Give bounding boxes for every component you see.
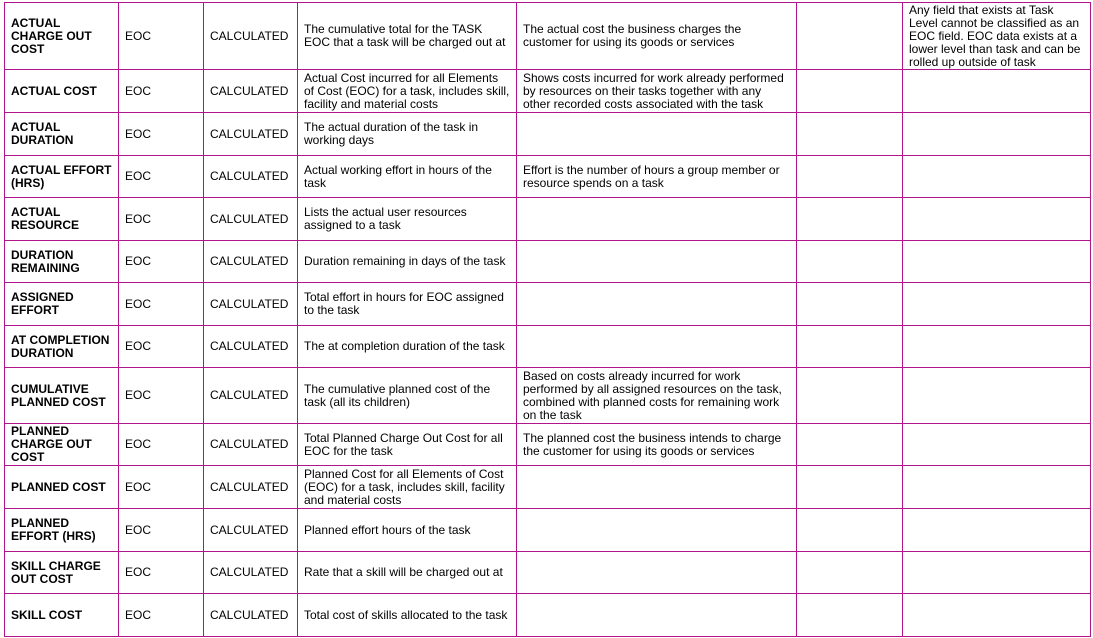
field-level: EOC [119,3,204,70]
field-definition: Rate that a skill will be charged out at [298,552,517,594]
field-level: EOC [119,424,204,466]
empty-cell [797,424,903,466]
field-name: AT COMPLETION DURATION [5,326,119,368]
field-notes [903,509,1091,552]
field-type: CALCULATED [204,368,298,424]
field-definition: Total effort in hours for EOC assigned to the task [298,283,517,326]
empty-cell [797,326,903,368]
field-type: CALCULATED [204,509,298,552]
field-notes [903,70,1091,113]
field-definition: The at completion duration of the task [298,326,517,368]
table-row [5,509,1091,552]
field-description [517,466,797,509]
field-notes [903,594,1091,637]
field-name: DURATION REMAINING [5,241,119,283]
empty-cell [797,3,903,70]
field-type: CALCULATED [204,466,298,509]
field-level: EOC [119,466,204,509]
field-definition: The actual duration of the task in working days [298,113,517,156]
empty-cell [797,113,903,156]
field-name: ACTUAL RESOURCE [5,198,119,241]
field-type: CALCULATED [204,113,298,156]
empty-cell [797,594,903,637]
field-notes [903,113,1091,156]
table-row [5,113,1091,156]
table-row [5,326,1091,368]
field-type: CALCULATED [204,156,298,198]
field-type: CALCULATED [204,241,298,283]
empty-cell [797,241,903,283]
field-name: ACTUAL EFFORT (HRS) [5,156,119,198]
field-name: PLANNED CHARGE OUT COST [5,424,119,466]
field-definition: Planned effort hours of the task [298,509,517,552]
field-description [517,594,797,637]
table-row [5,283,1091,326]
field-notes [903,283,1091,326]
field-level: EOC [119,113,204,156]
field-description: Based on costs already incurred for work performed by all assigned resources on the task, combined with planned costs for remaining work on the task [517,368,797,424]
field-description [517,198,797,241]
field-notes [903,466,1091,509]
field-name: PLANNED EFFORT (HRS) [5,509,119,552]
empty-cell [797,156,903,198]
field-notes [903,198,1091,241]
empty-cell [797,368,903,424]
field-type: CALCULATED [204,552,298,594]
field-level: EOC [119,283,204,326]
field-notes [903,241,1091,283]
field-definition: Duration remaining in days of the task [298,241,517,283]
field-name: ACTUAL DURATION [5,113,119,156]
table-row [5,368,1091,424]
empty-cell [797,466,903,509]
field-type: CALCULATED [204,424,298,466]
field-description: The planned cost the business intends to charge the customer for using its goods or services [517,424,797,466]
empty-cell [797,283,903,326]
table-row [5,241,1091,283]
field-description: Shows costs incurred for work already performed by resources on their tasks together with any other recorded costs associated with the task [517,70,797,113]
table-row [5,156,1091,198]
table-row [5,198,1091,241]
field-definition: Actual Cost incurred for all Elements of Cost (EOC) for a task, includes skill, facility and material costs [298,70,517,113]
field-description [517,113,797,156]
table-row [5,70,1091,113]
field-level: EOC [119,509,204,552]
field-name: ASSIGNED EFFORT [5,283,119,326]
table-row [5,3,1091,70]
field-notes [903,156,1091,198]
field-notes [903,552,1091,594]
field-description [517,241,797,283]
field-type: CALCULATED [204,3,298,70]
field-level: EOC [119,594,204,637]
table-row [5,466,1091,509]
field-name: CUMULATIVE PLANNED COST [5,368,119,424]
empty-cell [797,70,903,113]
empty-cell [797,509,903,552]
field-definition: Lists the actual user resources assigned to a task [298,198,517,241]
field-type: CALCULATED [204,283,298,326]
field-level: EOC [119,552,204,594]
field-definition: Actual working effort in hours of the task [298,156,517,198]
field-notes [903,326,1091,368]
field-description [517,509,797,552]
field-type: CALCULATED [204,198,298,241]
field-notes: Any field that exists at Task Level cannot be classified as an EOC field. EOC data exists at a lower level than task and can be rolled up outside of task [903,3,1091,70]
field-notes [903,424,1091,466]
field-description [517,326,797,368]
field-description [517,552,797,594]
field-name: ACTUAL CHARGE OUT COST [5,3,119,70]
field-definition: The cumulative total for the TASK EOC that a task will be charged out at [298,3,517,70]
field-name: PLANNED COST [5,466,119,509]
table-row [5,552,1091,594]
field-level: EOC [119,156,204,198]
field-notes [903,368,1091,424]
field-description [517,283,797,326]
field-definition: Total Planned Charge Out Cost for all EOC for the task [298,424,517,466]
empty-cell [797,552,903,594]
field-level: EOC [119,368,204,424]
field-description: The actual cost the business charges the customer for using its goods or services [517,3,797,70]
field-level: EOC [119,70,204,113]
table-row [5,424,1091,466]
field-name: ACTUAL COST [5,70,119,113]
field-definitions-table [4,2,1091,637]
field-type: CALCULATED [204,70,298,113]
field-name: SKILL COST [5,594,119,637]
field-name: SKILL CHARGE OUT COST [5,552,119,594]
field-level: EOC [119,241,204,283]
field-type: CALCULATED [204,326,298,368]
field-definition: Total cost of skills allocated to the task [298,594,517,637]
field-definition: Planned Cost for all Elements of Cost (EOC) for a task, includes skill, facility and material costs [298,466,517,509]
empty-cell [797,198,903,241]
field-level: EOC [119,326,204,368]
field-type: CALCULATED [204,594,298,637]
table-row [5,594,1091,637]
field-definition: The cumulative planned cost of the task (all its children) [298,368,517,424]
field-level: EOC [119,198,204,241]
field-description: Effort is the number of hours a group member or resource spends on a task [517,156,797,198]
